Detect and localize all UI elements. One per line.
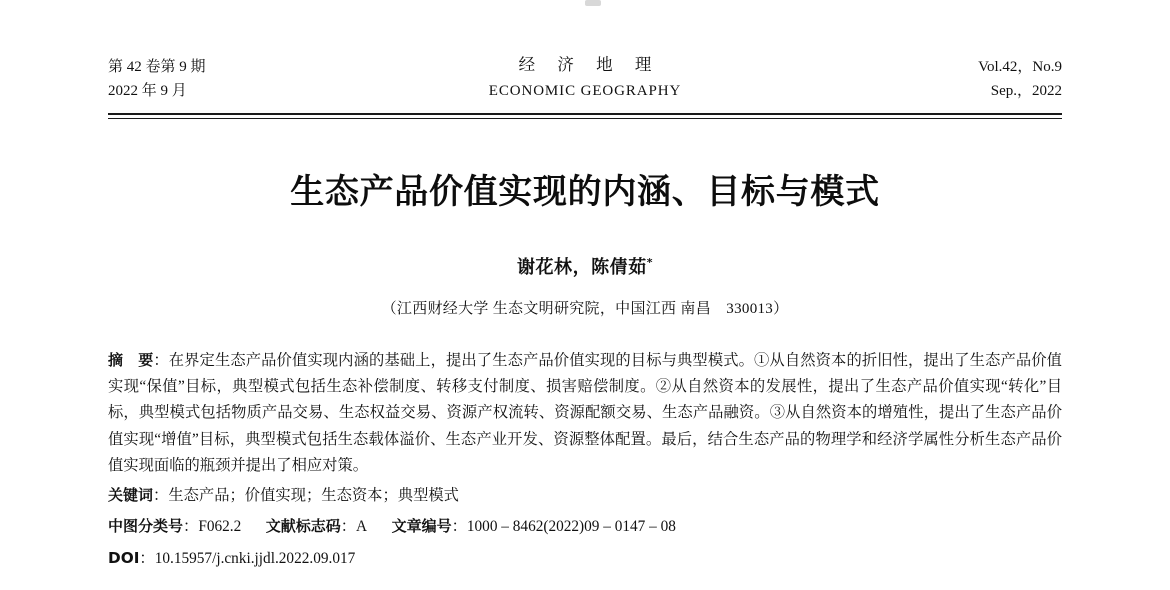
page-top-artifact <box>585 0 601 6</box>
keywords-label: 关键词 <box>108 486 154 505</box>
page-title: 生态产品价值实现的内涵、目标与模式 <box>290 171 880 212</box>
journal-title-cn: 经 济 地 理 <box>518 55 661 74</box>
clc-value: ：F062.2 <box>183 517 242 535</box>
issue-date-cn: 2022 年 9 月 <box>108 82 187 99</box>
masthead-center <box>268 52 902 103</box>
corresponding-author-mark: * <box>646 255 654 269</box>
masthead-divider <box>108 113 1062 119</box>
document-code-value: ：A <box>340 517 368 535</box>
masthead-right <box>902 56 1062 103</box>
document-code-label: 文献标志码 <box>265 516 341 535</box>
masthead-left <box>108 56 268 103</box>
article-id-label: 文章编号 <box>391 516 452 535</box>
doi-value: ：10.15957/j.cnki.jjdl.2022.09.017 <box>139 549 356 567</box>
masthead <box>108 0 1062 107</box>
volume-issue: 第 42 卷第 9 期 <box>108 59 206 76</box>
abstract-text: ：在界定生态产品价值实现内涵的基础上，提出了生态产品价值实现的目标与典型模式。①从自然资本的折旧性，提出了生态产品价值实现“保值”目标，典型模式包括生态补偿制度、转移支付制度、损害赔偿制度。②从自然资本的发展性，提出了生态产品价值实现“转化”目标，典型模式包括物质产品交易、生态权益交易、资源产权流转、资源配额交易、生态产品融资。③从自然资本的增殖性，提出了生态产品价值实现“增值”目标，典型模式包括生态载体溢价、生态产业开发、资源整体配置。最后，结合生态产品的物理学和经济学属性分析生态产品价值实现面临的瓶颈并提出了相应对策。 <box>108 351 1062 474</box>
affiliation: （江西财经大学 生态文明研究院，中国江西 南昌 330013） <box>381 300 789 317</box>
author-names: 谢花林，陈倩茹 <box>516 256 647 278</box>
keywords-line <box>108 483 1062 509</box>
classification-line <box>108 514 1062 540</box>
issue-date-en: Sep.，2022 <box>990 82 1062 99</box>
doi-label: DOI <box>108 548 140 567</box>
author-list <box>108 253 1062 279</box>
keywords-text: ：生态产品；价值实现；生态资本；典型模式 <box>153 487 459 505</box>
doi-line <box>108 546 1062 571</box>
volume-issue-en: Vol.42，No.9 <box>978 59 1062 76</box>
journal-title-en: ECONOMIC GEOGRAPHY <box>488 82 682 99</box>
abstract-block <box>108 348 1062 572</box>
abstract-label: 摘 要 <box>108 350 154 369</box>
abstract-paragraph <box>108 348 1062 479</box>
article-id-value: ：1000 – 8462(2022)09 – 0147 – 08 <box>451 517 676 535</box>
clc-label: 中图分类号 <box>108 516 184 535</box>
